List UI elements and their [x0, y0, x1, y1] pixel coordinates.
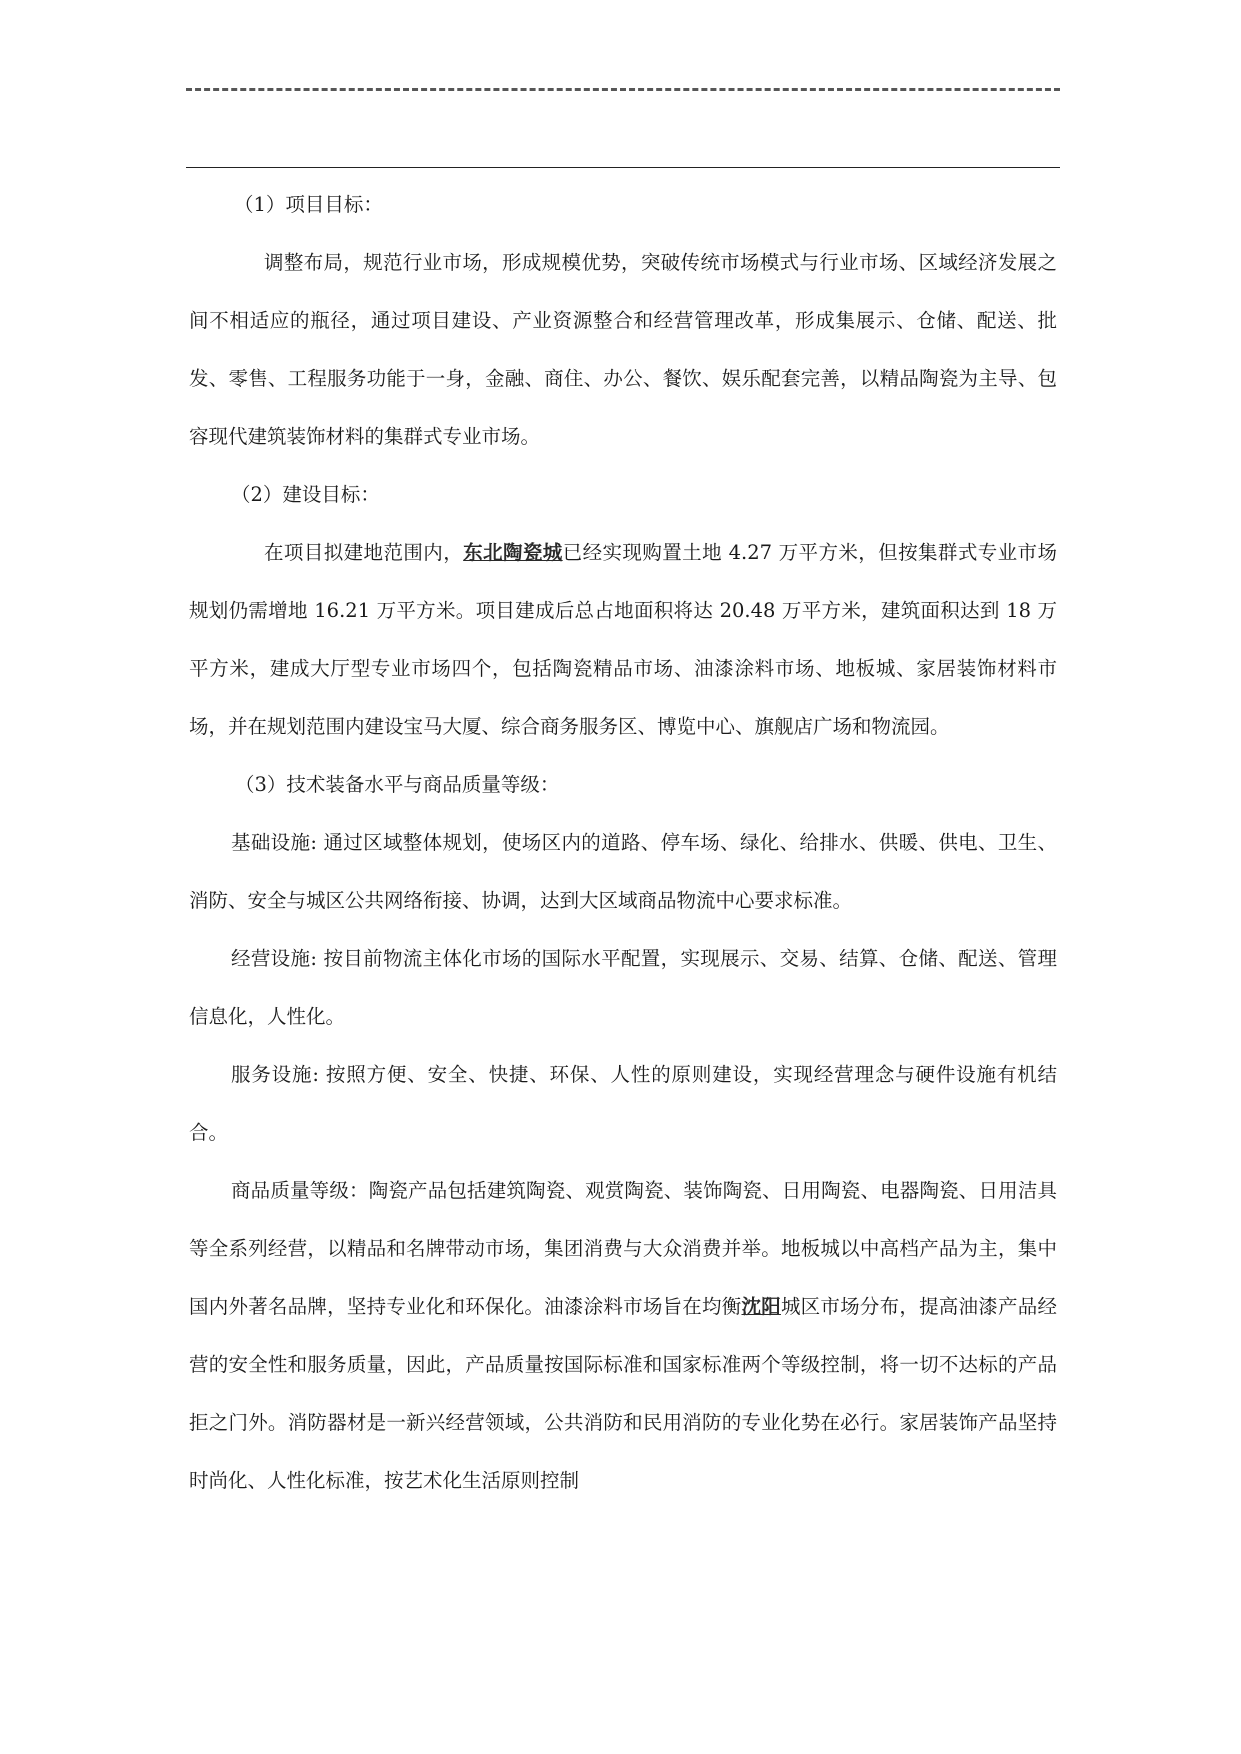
- operations-paragraph: 经营设施: 按目前物流主体化市场的国际水平配置，实现展示、交易、结算、仓储、配送、管理信息化，人性化。: [189, 947, 1057, 1028]
- section-2-paragraph: [189, 524, 1057, 756]
- section-2-text-end: 已经实现购置土地 4.27 万平方米，但按集群式专业市场规划仍需增地 16.21 万平方米。项目建成后总占地面积将达 20.48 万平方米，建筑面积达到 18 万平方米，建成大厅型专业市场四个，包括陶瓷精品市场、油漆涂料市场、地板城、家居装饰材料市场，并在规划范围内建设宝马大厦、综合商务服务区、博览中心、旗舰店广场和物流园。: [189, 541, 1057, 738]
- section-3-heading: （3）技术装备水平与商品质量等级：: [235, 773, 560, 796]
- section-1-paragraph: 调整布局，规范行业市场，形成规模优势，突破传统市场模式与行业市场、区域经济发展之间不相适应的瓶径，通过项目建设、产业资源整合和经营管理改革，形成集展示、仓储、配送、批发、零售、工程服务功能于一身，金融、商住、办公、餐饮、娱乐配套完善，以精品陶瓷为主导、包容现代建筑装饰材料的集群式专业市场。: [189, 251, 1057, 448]
- quality-text-start: 商品质量等级：陶瓷产品包括建筑陶瓷、观赏陶瓷、装饰陶瓷、日用陶瓷、电器陶瓷、日用洁具等全系列经营，以精品和名牌带动市场，集团消费与大众消费并举。地板城以中高档产品为主，集中国内外著名品牌，坚持专业化和环保化。油漆涂料市场旨在均衡: [189, 1179, 1057, 1318]
- service-paragraph: 服务设施: 按照方便、安全、快捷、环保、人性的原则建设，实现经营理念与硬件设施有机结合。: [189, 1063, 1057, 1144]
- section-2-heading: （2）建设目标：: [231, 483, 380, 506]
- section-1-heading: （1）项目目标：: [234, 193, 383, 216]
- dongbei-ceramics-city-link[interactable]: 东北陶瓷城: [463, 541, 563, 564]
- quality-paragraph: [189, 1162, 1057, 1510]
- section-2-text-start: 在项目拟建地范围内，: [264, 541, 464, 564]
- infrastructure-paragraph: 基础设施: 通过区域整体规划，使场区内的道路、停车场、绿化、给排水、供暖、供电、卫生、消防、安全与城区公共网络衔接、协调，达到大区域商品物流中心要求标准。: [189, 831, 1057, 912]
- document-body: [189, 176, 1057, 1510]
- header-dashed-line: [186, 88, 1060, 91]
- shenyang-link[interactable]: 沈阳: [741, 1295, 781, 1318]
- quality-text-end: 城区市场分布，提高油漆产品经营的安全性和服务质量，因此，产品质量按国际标准和国家标准两个等级控制，将一切不达标的产品拒之门外。消防器材是一新兴经营领域，公共消防和民用消防的专业化势在必行。家居装饰产品坚持时尚化、人性化标准，按艺术化生活原则控制: [189, 1295, 1057, 1492]
- header-rule: [186, 167, 1060, 168]
